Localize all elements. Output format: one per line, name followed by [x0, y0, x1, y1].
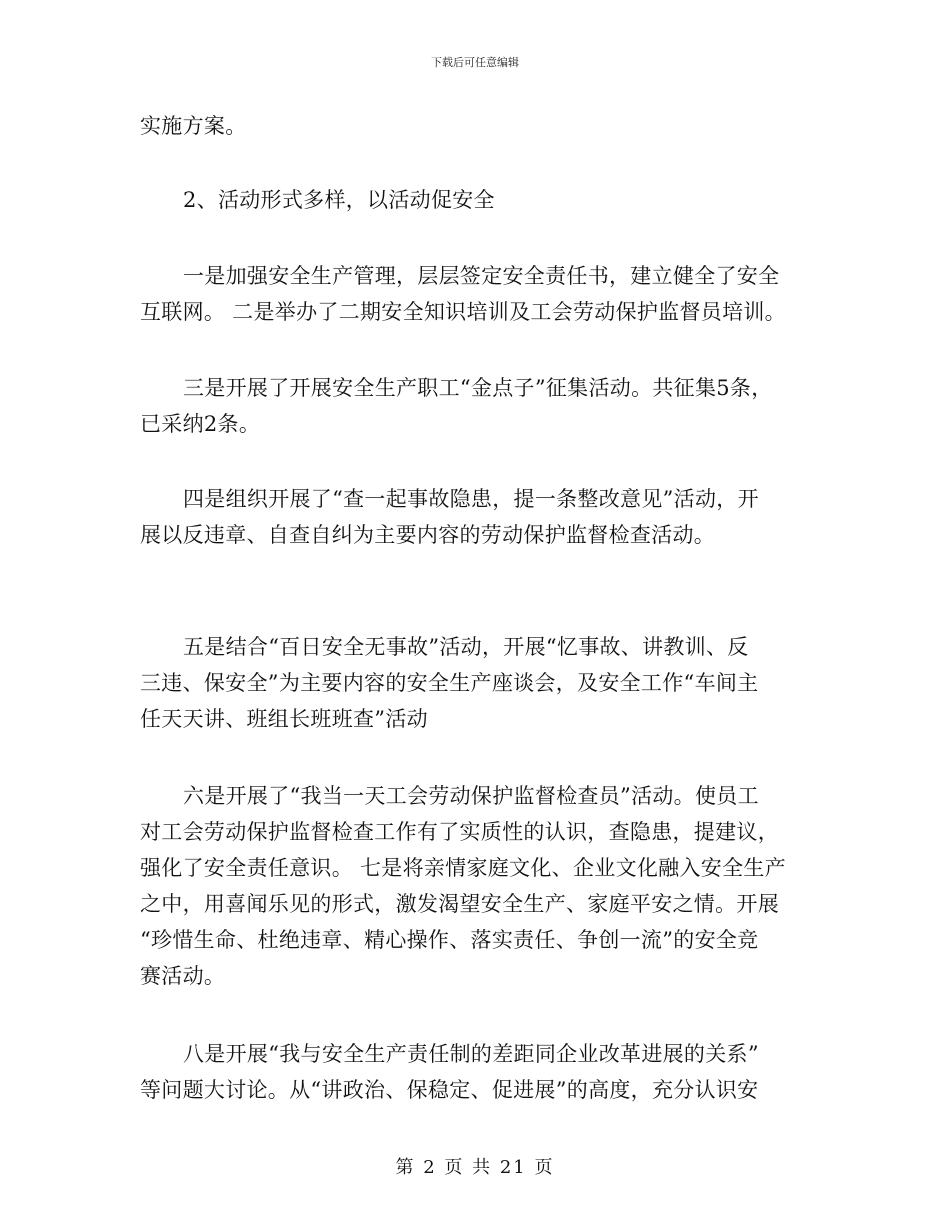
page-number: 第 2 页 共 21 页: [395, 1157, 555, 1178]
text-line: 四是组织开展了“查一起事故隐患，提一条整改意见”活动，开: [183, 487, 759, 511]
section-heading: 2、活动形式多样，以活动促安全: [183, 188, 495, 212]
text-line: 展以反违章、自查自纠为主要内容的劳动保护监督检查活动。: [140, 523, 716, 547]
text-line: 任天天讲、班组长班班查”活动: [140, 707, 428, 731]
text-line: 三是开展了开展安全生产职工“金点子”征集活动。共征集5条，: [183, 376, 773, 400]
text-line: 互联网。 二是举办了二期安全知识培训及工会劳动保护监督员培训。: [140, 300, 786, 324]
text-line: 五是结合“百日安全无事故”活动，开展“忆事故、讲教训、反: [183, 635, 749, 659]
text-line: 八是开展“我与安全生产责任制的差距同企业改革进展的关系”: [183, 1042, 759, 1066]
text-line: 强化了安全责任意识。 七是将亲情家庭文化、企业文化融入安全生产: [140, 856, 786, 880]
text-line: 赛活动。: [140, 964, 226, 988]
text-line: 一是加强安全生产管理，层层签定安全责任书，建立健全了安全: [183, 264, 780, 288]
text-line: 三违、保安全”为主要内容的安全生产座谈会，及安全工作“车间主: [140, 671, 759, 695]
text-line: “珍惜生命、杜绝违章、精心操作、落实责任、争创一流”的安全竞: [140, 928, 759, 952]
text-line: 等问题大讨论。从“讲政治、保稳定、促进展”的高度，充分认识安: [140, 1078, 759, 1102]
text-line: 之中，用喜闻乐见的形式，激发渴望安全生产、家庭平安之情。开展: [140, 892, 779, 916]
text-line: 六是开展了“我当一天工会劳动保护监督检查员”活动。使员工: [183, 784, 759, 808]
text-line: 已采纳2条。: [140, 412, 261, 436]
text-line: 实施方案。: [140, 114, 247, 138]
page-header: 下载后可任意编辑: [431, 56, 519, 69]
text-line: 对工会劳动保护监督检查工作有了实质性的认识，查隐患，提建议，: [140, 820, 779, 844]
